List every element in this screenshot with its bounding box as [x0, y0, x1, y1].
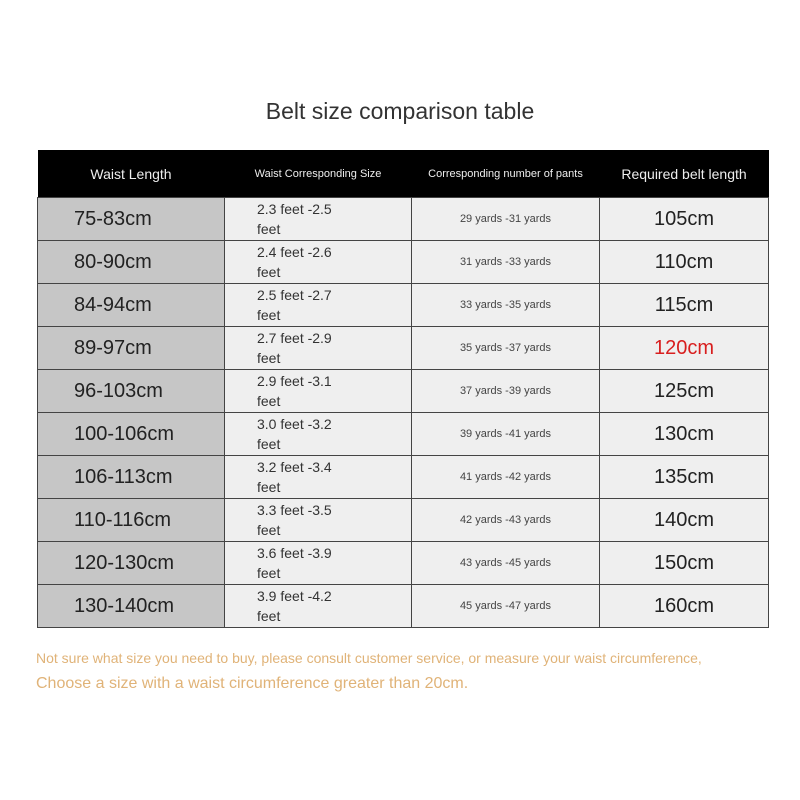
pants-cell: 45 yards -47 yards — [412, 585, 600, 628]
size-cell — [225, 456, 412, 499]
header-waist-length: Waist Length — [38, 150, 225, 198]
belt-cell: 160cm — [600, 585, 769, 628]
size-text: 2.7 feet -2.9 feet — [257, 330, 332, 366]
table-row — [38, 327, 769, 370]
waist-cell: 100-106cm — [38, 413, 225, 456]
waist-cell: 130-140cm — [38, 585, 225, 628]
belt-cell: 125cm — [600, 370, 769, 413]
page-title: Belt size comparison table — [265, 98, 535, 124]
table-row — [38, 542, 769, 585]
waist-cell: 89-97cm — [38, 327, 225, 370]
pants-cell: 43 yards -45 yards — [412, 542, 600, 585]
size-text: 3.9 feet -4.2 feet — [257, 588, 332, 624]
table-row — [38, 585, 769, 628]
note-line-1: Not sure what size you need to buy, please consult customer service, or measure your waist circumference, — [36, 650, 702, 666]
pants-cell: 42 yards -43 yards — [412, 499, 600, 542]
belt-cell: 105cm — [600, 198, 769, 241]
belt-cell: 150cm — [600, 542, 769, 585]
waist-cell: 110-116cm — [38, 499, 225, 542]
size-text: 3.6 feet -3.9 feet — [257, 545, 332, 581]
header-belt-length: Required belt length — [600, 150, 769, 198]
table-row — [38, 370, 769, 413]
waist-cell: 106-113cm — [38, 456, 225, 499]
belt-cell: 120cm — [600, 327, 769, 370]
pants-cell: 41 yards -42 yards — [412, 456, 600, 499]
belt-cell: 110cm — [600, 241, 769, 284]
waist-cell: 84-94cm — [38, 284, 225, 327]
pants-cell: 35 yards -37 yards — [412, 327, 600, 370]
table-row — [38, 499, 769, 542]
belt-cell: 130cm — [600, 413, 769, 456]
size-text: 2.3 feet -2.5 feet — [257, 201, 332, 237]
pants-cell: 29 yards -31 yards — [412, 198, 600, 241]
size-cell — [225, 241, 412, 284]
size-text: 2.5 feet -2.7 feet — [257, 287, 332, 323]
size-text: 3.2 feet -3.4 feet — [257, 459, 332, 495]
size-cell — [225, 585, 412, 628]
size-text: 2.9 feet -3.1 feet — [257, 373, 332, 409]
waist-cell: 80-90cm — [38, 241, 225, 284]
size-text: 2.4 feet -2.6 feet — [257, 244, 332, 280]
table-row — [38, 456, 769, 499]
header-waist-size: Waist Corresponding Size — [225, 150, 412, 198]
table-row — [38, 413, 769, 456]
pants-cell: 39 yards -41 yards — [412, 413, 600, 456]
size-cell — [225, 327, 412, 370]
size-text: 3.0 feet -3.2 feet — [257, 416, 332, 452]
table-row — [38, 198, 769, 241]
table-row — [38, 284, 769, 327]
size-text: 3.3 feet -3.5 feet — [257, 502, 332, 538]
size-cell — [225, 284, 412, 327]
belt-cell: 135cm — [600, 456, 769, 499]
table-header-row — [38, 150, 769, 198]
table-row — [38, 241, 769, 284]
waist-cell: 75-83cm — [38, 198, 225, 241]
belt-cell: 140cm — [600, 499, 769, 542]
waist-cell: 120-130cm — [38, 542, 225, 585]
size-cell — [225, 370, 412, 413]
waist-cell: 96-103cm — [38, 370, 225, 413]
size-cell — [225, 198, 412, 241]
belt-cell: 115cm — [600, 284, 769, 327]
size-cell — [225, 413, 412, 456]
header-pants-number: Corresponding number of pants — [412, 150, 600, 198]
size-cell — [225, 542, 412, 585]
pants-cell: 31 yards -33 yards — [412, 241, 600, 284]
pants-cell: 37 yards -39 yards — [412, 370, 600, 413]
size-cell — [225, 499, 412, 542]
note-line-2: Choose a size with a waist circumference greater than 20cm. — [36, 675, 469, 692]
pants-cell: 33 yards -35 yards — [412, 284, 600, 327]
belt-size-table — [37, 150, 769, 628]
